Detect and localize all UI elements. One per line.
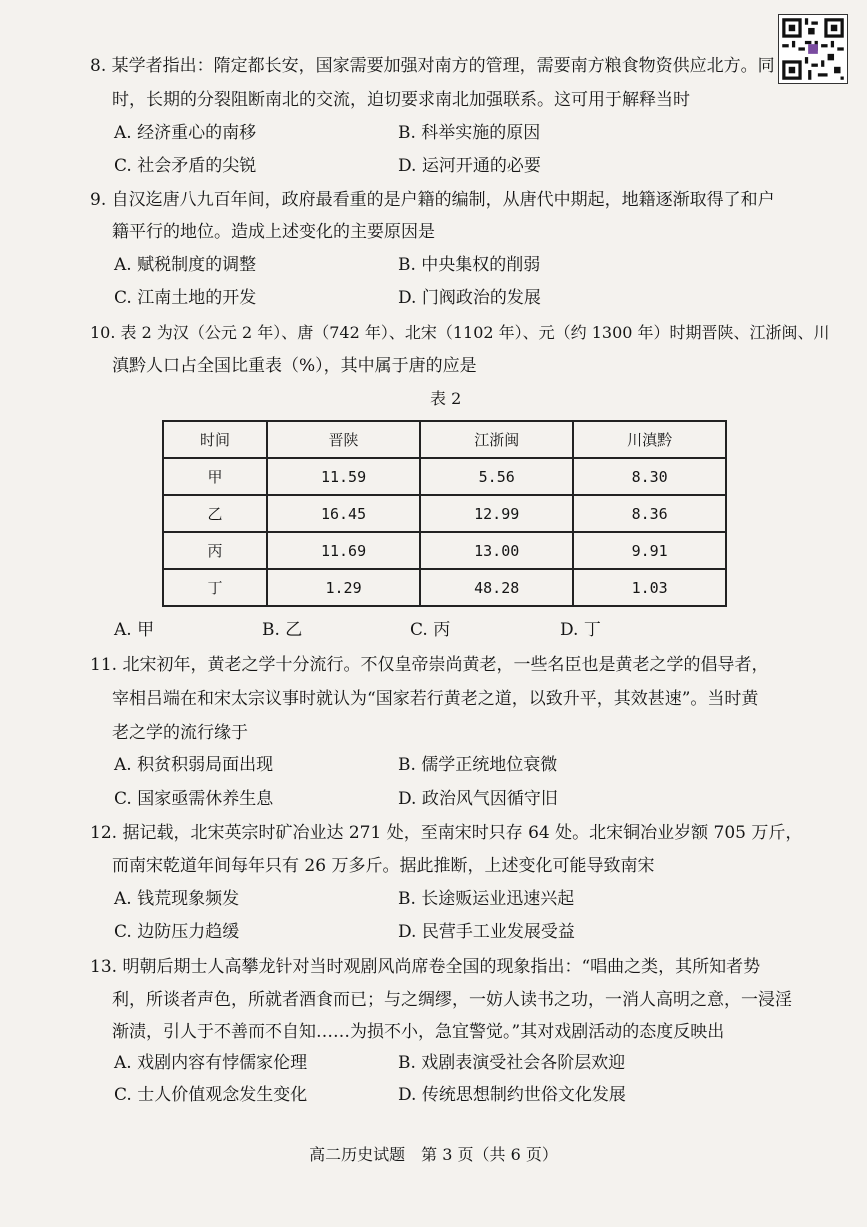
table-row — [163, 532, 726, 569]
table-cell: 48.28 — [420, 569, 573, 606]
table-cell: 12.99 — [420, 495, 573, 532]
q10-option-c[interactable]: C. 丙 — [410, 620, 451, 640]
table-row — [163, 495, 726, 532]
q12-stem-line-2: 而南宋乾道年间每年只有 26 万多斤。据此推断，上述变化可能导致南宋 — [112, 856, 655, 876]
q12-option-b[interactable]: B. 长途贩运业迅速兴起 — [398, 889, 575, 909]
q13-option-a[interactable]: A. 戏剧内容有悖儒家伦理 — [114, 1053, 308, 1073]
q12-option-d[interactable]: D. 民营手工业发展受益 — [398, 922, 575, 942]
qr-code-graphic — [779, 15, 847, 83]
q10-stem-line-1: 10. 表 2 为汉（公元 2 年）、唐（742 年）、北宋（1102 年）、元（约 1300 年）时期晋陕、江浙闽、川 — [90, 323, 830, 342]
q12-stem-line-1: 12. 据记载，北宋英宗时矿冶业达 271 处，至南宋时只存 64 处。北宋铜冶业岁额 705 万斤， — [90, 823, 803, 843]
q13-option-c[interactable]: C. 士人价值观念发生变化 — [114, 1085, 308, 1105]
q9-option-c[interactable]: C. 江南土地的开发 — [114, 288, 257, 308]
qr-code-icon — [778, 14, 848, 84]
q8-option-d[interactable]: D. 运河开通的必要 — [398, 156, 541, 176]
table-cell: 1.29 — [267, 569, 420, 606]
table-cell: 9.91 — [573, 532, 726, 569]
population-table — [162, 420, 727, 607]
table-row — [163, 458, 726, 495]
q12-option-c[interactable]: C. 边防压力趋缓 — [114, 922, 240, 942]
table-cell: 16.45 — [267, 495, 420, 532]
header-cell-chuandianqian: 川滇黔 — [573, 421, 726, 458]
q11-option-c[interactable]: C. 国家亟需休养生息 — [114, 789, 274, 809]
q9-option-a[interactable]: A. 赋税制度的调整 — [114, 255, 257, 275]
q13-stem-line-3: 渐渍，引人于不善而不自知……为损不小，急宜警觉。”其对戏剧活动的态度反映出 — [112, 1022, 725, 1042]
table-row — [163, 569, 726, 606]
q13-stem-line-1: 13. 明朝后期士人高攀龙针对当时观剧风尚席卷全国的现象指出：“唱曲之类，其所知者势 — [90, 957, 761, 977]
table-cell: 8.36 — [573, 495, 726, 532]
table-cell: 13.00 — [420, 532, 573, 569]
header-cell-time: 时间 — [163, 421, 267, 458]
q11-stem-line-3: 老之学的流行缘于 — [112, 723, 248, 743]
table-caption: 表 2 — [430, 389, 462, 408]
table-cell: 甲 — [163, 458, 267, 495]
q11-stem-line-1: 11. 北宋初年，黄老之学十分流行。不仅皇帝崇尚黄老，一些名臣也是黄老之学的倡导者， — [90, 655, 769, 675]
q10-stem-line-2: 滇黔人口占全国比重表（%），其中属于唐的应是 — [112, 356, 477, 376]
q9-stem-line-2: 籍平行的地位。造成上述变化的主要原因是 — [112, 222, 435, 242]
q9-option-b[interactable]: B. 中央集权的削弱 — [398, 255, 541, 275]
table-cell: 11.69 — [267, 532, 420, 569]
table-cell: 8.30 — [573, 458, 726, 495]
q11-option-d[interactable]: D. 政治风气因循守旧 — [398, 789, 558, 809]
table-cell: 乙 — [163, 495, 267, 532]
q10-option-d[interactable]: D. 丁 — [560, 620, 601, 640]
table-cell: 11.59 — [267, 458, 420, 495]
q9-stem-line-1: 9. 自汉迄唐八九百年间，政府最看重的是户籍的编制，从唐代中期起，地籍逐渐取得了和户 — [90, 190, 775, 210]
table-cell: 5.56 — [420, 458, 573, 495]
q11-stem-line-2: 宰相吕端在和宋太宗议事时就认为“国家若行黄老之道，以致升平，其效甚速”。当时黄 — [112, 689, 759, 709]
q9-option-d[interactable]: D. 门阀政治的发展 — [398, 288, 541, 308]
q8-stem-line-1: 8. 某学者指出：隋定都长安，国家需要加强对南方的管理，需要南方粮食物资供应北方。同 — [90, 56, 775, 76]
q8-option-c[interactable]: C. 社会矛盾的尖锐 — [114, 156, 257, 176]
table-cell: 丁 — [163, 569, 267, 606]
q10-option-b[interactable]: B. 乙 — [262, 620, 303, 640]
table-header-row — [163, 421, 726, 458]
q8-option-a[interactable]: A. 经济重心的南移 — [114, 123, 257, 143]
table-cell: 1.03 — [573, 569, 726, 606]
header-cell-jiangzhemin: 江浙闽 — [420, 421, 573, 458]
q8-option-b[interactable]: B. 科举实施的原因 — [398, 123, 541, 143]
header-cell-jinshan: 晋陕 — [267, 421, 420, 458]
q10-option-a[interactable]: A. 甲 — [114, 620, 155, 640]
page-footer: 高二历史试题 第 3 页（共 6 页） — [309, 1145, 558, 1164]
table-cell: 丙 — [163, 532, 267, 569]
q11-option-a[interactable]: A. 积贫积弱局面出现 — [114, 755, 274, 775]
q12-option-a[interactable]: A. 钱荒现象频发 — [114, 889, 240, 909]
q13-option-b[interactable]: B. 戏剧表演受社会各阶层欢迎 — [398, 1053, 626, 1073]
q11-option-b[interactable]: B. 儒学正统地位衰微 — [398, 755, 558, 775]
q13-option-d[interactable]: D. 传统思想制约世俗文化发展 — [398, 1085, 626, 1105]
q8-stem-line-2: 时，长期的分裂阻断南北的交流，迫切要求南北加强联系。这可用于解释当时 — [112, 90, 690, 110]
q13-stem-line-2: 利，所谈者声色，所就者酒食而已；与之绸缪，一妨人读书之功，一消人高明之意，一浸淫 — [112, 990, 792, 1010]
